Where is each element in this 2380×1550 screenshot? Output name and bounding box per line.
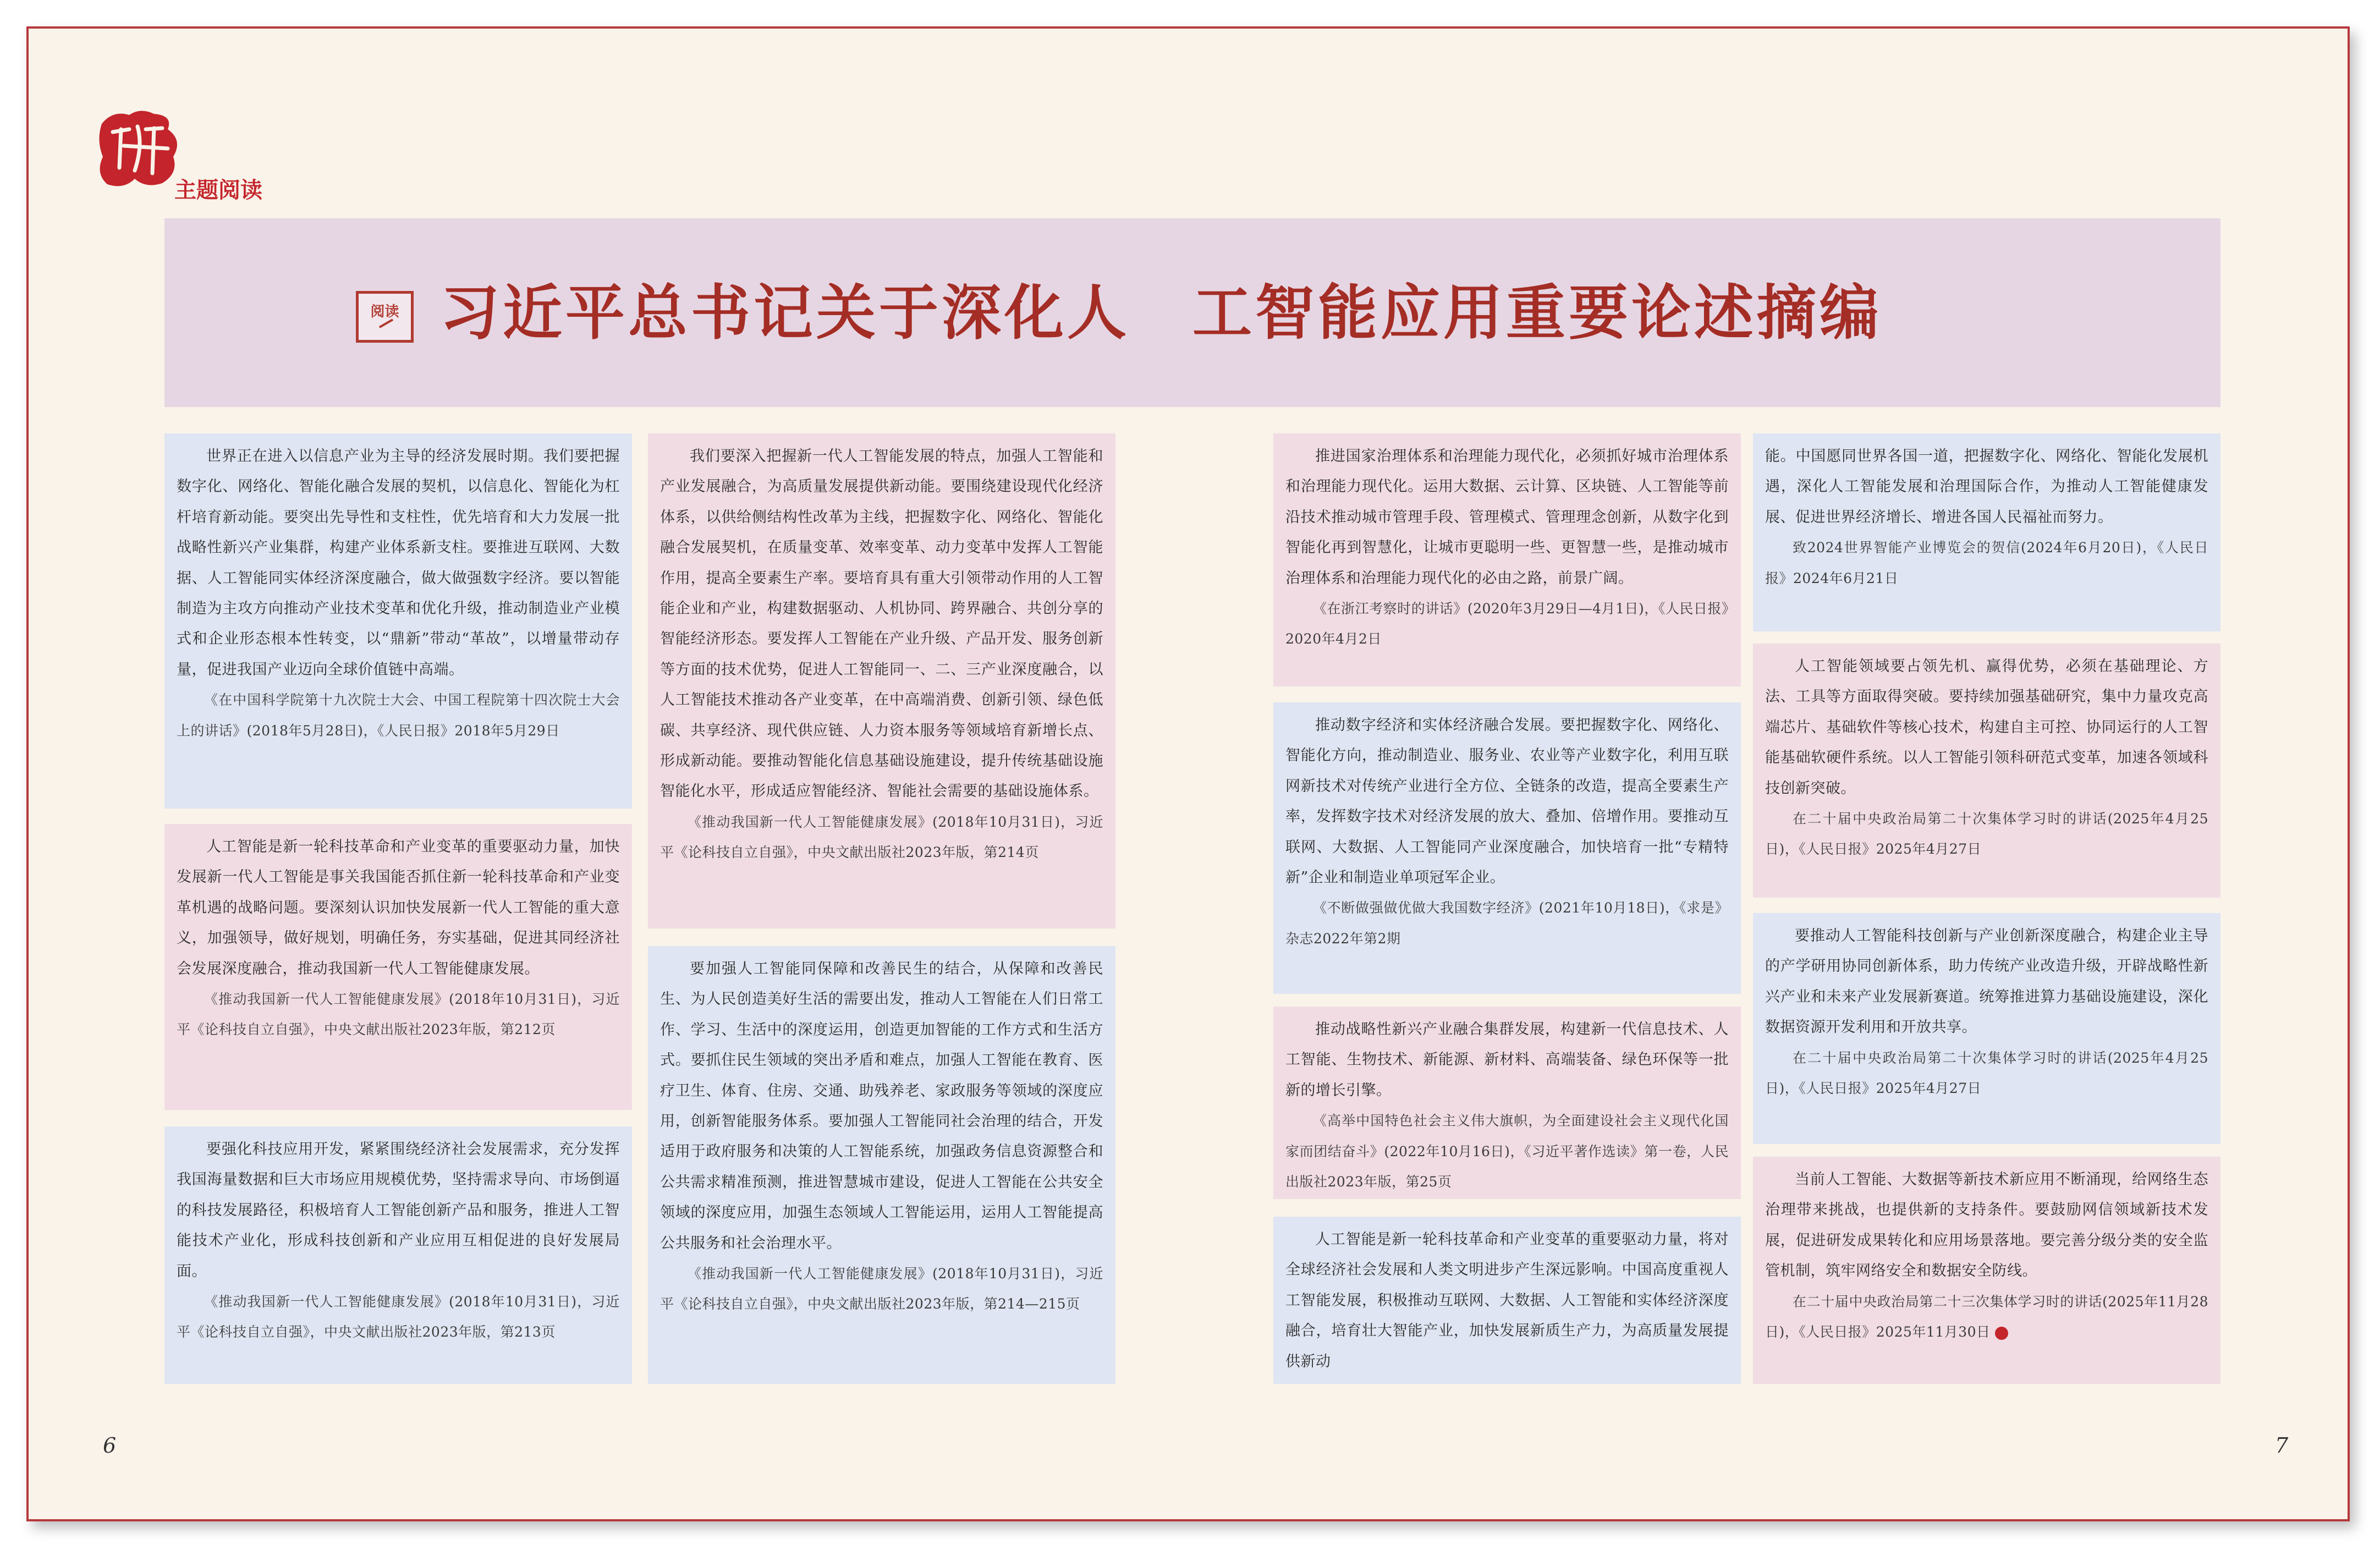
page-number-right: 7 <box>2275 1433 2289 1458</box>
excerpt-source: 致2024世界智能产业博览会的贺信(2024年6月20日)，《人民日报》2024年6月21日 <box>1765 540 2208 586</box>
excerpt-6 <box>1273 433 1741 686</box>
excerpt-1 <box>164 433 632 809</box>
excerpt-body: 人工智能是新一轮科技革命和产业变革的重要驱动力量，将对全球经济社会发展和人类文明进步产生深远影响。中国高度重视人工智能发展，积极推动互联网、大数据、人工智能和实体经济深度融合，培育壮大智能产业，加快发展新质生产力，为高质量发展提供新动 <box>1285 1231 1729 1370</box>
excerpt-8 <box>1273 1007 1741 1199</box>
excerpt-source: 在二十届中央政治局第二十次集体学习时的讲话(2025年4月25日)，《人民日报》2025年4月27日 <box>1765 811 2208 858</box>
excerpt-source <box>1765 1287 2208 1348</box>
excerpt-11 <box>1753 913 2220 1144</box>
excerpt-9-continued <box>1753 433 2220 631</box>
logo-red-stamp-icon <box>91 107 184 190</box>
excerpt-source-text: 在二十届中央政治局第二十三次集体学习时的讲话(2025年11月28日)，《人民日报》2025年11月30日 <box>1765 1293 2208 1340</box>
section-label: 主题阅读 <box>174 178 262 203</box>
excerpt-body: 人工智能领域要占领先机、赢得优势，必须在基础理论、方法、工具等方面取得突破。要持续加强基础研究，集中力量攻克高端芯片、基础软件等核心技术，构建自主可控、协同运行的人工智能基础软硬件系统。以人工智能引领科研范式变革，加速各领域科技创新突破。 <box>1765 658 2208 797</box>
end-mark-icon <box>1995 1327 2008 1340</box>
excerpt-source: 《不断做强做优做大我国数字经济》(2021年10月18日)，《求是》杂志2022年第2期 <box>1285 900 1729 947</box>
read-icon-label: 阅读 <box>370 304 399 320</box>
excerpt-2 <box>164 824 632 1110</box>
excerpt-source: 在二十届中央政治局第二十次集体学习时的讲话(2025年4月25日)，《人民日报》2025年4月27日 <box>1765 1049 2208 1097</box>
excerpt-source: 《推动我国新一代人工智能健康发展》(2018年10月31日)，习近平《论科技自立自强》，中央文献出版社2023年版，第214页 <box>660 814 1103 861</box>
excerpt-3 <box>164 1126 632 1384</box>
excerpt-source: 《在浙江考察时的讲话》(2020年3月29日—4月1日)，《人民日报》2020年4月2日 <box>1285 601 1729 647</box>
excerpt-9 <box>1273 1217 1741 1384</box>
excerpt-5 <box>648 946 1115 1384</box>
excerpt-body: 要强化科技应用开发，紧紧围绕经济社会发展需求，充分发挥我国海量数据和巨大市场应用规模优势，坚持需求导向、市场倒逼的科技发展路径，积极培育人工智能创新产品和服务，推进人工智能技术产业化，形成科技创新和产业应用互相促进的良好发展局面。 <box>177 1141 620 1280</box>
excerpt-body: 要加强人工智能同保障和改善民生的结合，从保障和改善民生、为人民创造美好生活的需要出发，推动人工智能在人们日常工作、学习、生活中的深度运用，创造更加智能的工作方式和生活方式。要抓住民生领域的突出矛盾和难点，加强人工智能在教育、医疗卫生、体育、住房、交通、助残养老、家政服务等领域的深度应用，创新智能服务体系。要加强人工智能同社会治理的结合，开发适用于政府服务和决策的人工智能系统，加强政务信息资源整合和公共需求精准预测，推进智慧城市建设，促进人工智能在公共安全领域的深度应用，加强生态领域人工智能运用，运用人工智能提高公共服务和社会治理水平。 <box>660 960 1103 1252</box>
excerpt-7 <box>1273 702 1741 994</box>
excerpt-source: 《推动我国新一代人工智能健康发展》(2018年10月31日)，习近平《论科技自立自强》，中央文献出版社2023年版，第214—215页 <box>660 1266 1103 1312</box>
excerpt-body: 推动数字经济和实体经济融合发展。要把握数字化、网络化、智能化方向，推动制造业、服务业、农业等产业数字化，利用互联网新技术对传统产业进行全方位、全链条的改造，提高全要素生产率，发挥数字技术对经济发展的放大、叠加、倍增作用。要推动互联网、大数据、人工智能同产业深度融合，加快培育一批“专精特新”企业和制造业单项冠军企业。 <box>1285 717 1729 887</box>
excerpt-body: 要推动人工智能科技创新与产业创新深度融合，构建企业主导的产学研用协同创新体系，助力传统产业改造升级，开辟战略性新兴产业和未来产业发展新赛道。统筹推进算力基础设施建设，深化数据资源开发利用和开放共享。 <box>1765 927 2208 1036</box>
excerpt-body: 我们要深入把握新一代人工智能发展的特点，加强人工智能和产业发展融合，为高质量发展提供新动能。要围绕建设现代化经济体系，以供给侧结构性改革为主线，把握数字化、网络化、智能化融合发展契机，在质量变革、效率变革、动力变革中发挥人工智能作用，提高全要素生产率。要培育具有重大引领带动作用的人工智能企业和产业，构建数据驱动、人机协同、跨界融合、共创分享的智能经济形态。要发挥人工智能在产业升级、产品开发、服务创新等方面的技术优势，促进人工智能同一、二、三产业深度融合，以人工智能技术推动各产业变革，在中高端消费、创新引领、绿色低碳、共享经济、现代供应链、人力资本服务等领域培育新增长点、形成新动能。要推动智能化信息基础设施建设，提升传统基础设施智能化水平，形成适应智能经济、智能社会需要的基础设施体系。 <box>660 448 1103 800</box>
excerpt-body: 当前人工智能、大数据等新技术新应用不断涌现，给网络生态治理带来挑战，也提供新的支持条件。要鼓励网信领域新技术发展，促进研发成果转化和应用场景落地。要完善分级分类的安全监管机制，筑牢网络安全和数据安全防线。 <box>1765 1171 2208 1280</box>
read-icon <box>356 291 414 343</box>
excerpt-source: 《推动我国新一代人工智能健康发展》(2018年10月31日)，习近平《论科技自立自强》，中央文献出版社2023年版，第212页 <box>177 991 620 1038</box>
page-title: 习近平总书记关于深化人 工智能应用重要论述摘编 <box>440 279 1883 348</box>
excerpt-source: 《高举中国特色社会主义伟大旗帜，为全面建设社会主义现代化国家而团结奋斗》(2022年10月16日)，《习近平著作选读》第一卷，人民出版社2023年版，第25页 <box>1285 1113 1729 1190</box>
excerpt-10 <box>1753 644 2220 898</box>
excerpt-body: 推动战略性新兴产业融合集群发展，构建新一代信息技术、人工智能、生物技术、新能源、新材料、高端装备、绿色环保等一批新的增长引擎。 <box>1285 1021 1729 1099</box>
excerpt-source: 《在中国科学院第十九次院士大会、中国工程院第十四次院士大会上的讲话》(2018年5月28日)，《人民日报》2018年5月29日 <box>177 692 620 739</box>
excerpt-4 <box>648 433 1115 928</box>
excerpt-12 <box>1753 1157 2220 1384</box>
excerpt-source: 《推动我国新一代人工智能健康发展》(2018年10月31日)，习近平《论科技自立自强》，中央文献出版社2023年版，第213页 <box>177 1294 620 1340</box>
page-number-left: 6 <box>103 1433 117 1458</box>
excerpt-body: 世界正在进入以信息产业为主导的经济发展时期。我们要把握数字化、网络化、智能化融合发展的契机，以信息化、智能化为杠杆培育新动能。要突出先导性和支柱性，优先培育和大力发展一批战略性新兴产业集群，构建产业体系新支柱。要推进互联网、大数据、人工智能同实体经济深度融合，做大做强数字经济。要以智能制造为主攻方向推动产业技术变革和优化升级，推动制造业产业模式和企业形态根本性转变，以“鼎新”带动“革故”，以增量带动存量，促进我国产业迈向全球价值链中高端。 <box>177 448 620 678</box>
excerpt-body: 人工智能是新一轮科技革命和产业变革的重要驱动力量，加快发展新一代人工智能是事关我国能否抓住新一轮科技革命和产业变革机遇的战略问题。要深刻认识加快发展新一代人工智能的重大意义，加强领导，做好规划，明确任务，夯实基础，促进其同经济社会发展深度融合，推动我国新一代人工智能健康发展。 <box>177 838 620 977</box>
excerpt-body: 推进国家治理体系和治理能力现代化，必须抓好城市治理体系和治理能力现代化。运用大数据、云计算、区块链、人工智能等前沿技术推动城市管理手段、管理模式、管理理念创新，从数字化到智能化再到智慧化，让城市更聪明一些、更智慧一些，是推动城市治理体系和治理能力现代化的必由之路，前景广阔。 <box>1285 448 1729 587</box>
excerpt-body: 能。中国愿同世界各国一道，把握数字化、网络化、智能化发展机遇，深化人工智能发展和治理国际合作，为推动人工智能健康发展、促进世界经济增长、增进各国人民福祉而努力。 <box>1765 448 2208 526</box>
